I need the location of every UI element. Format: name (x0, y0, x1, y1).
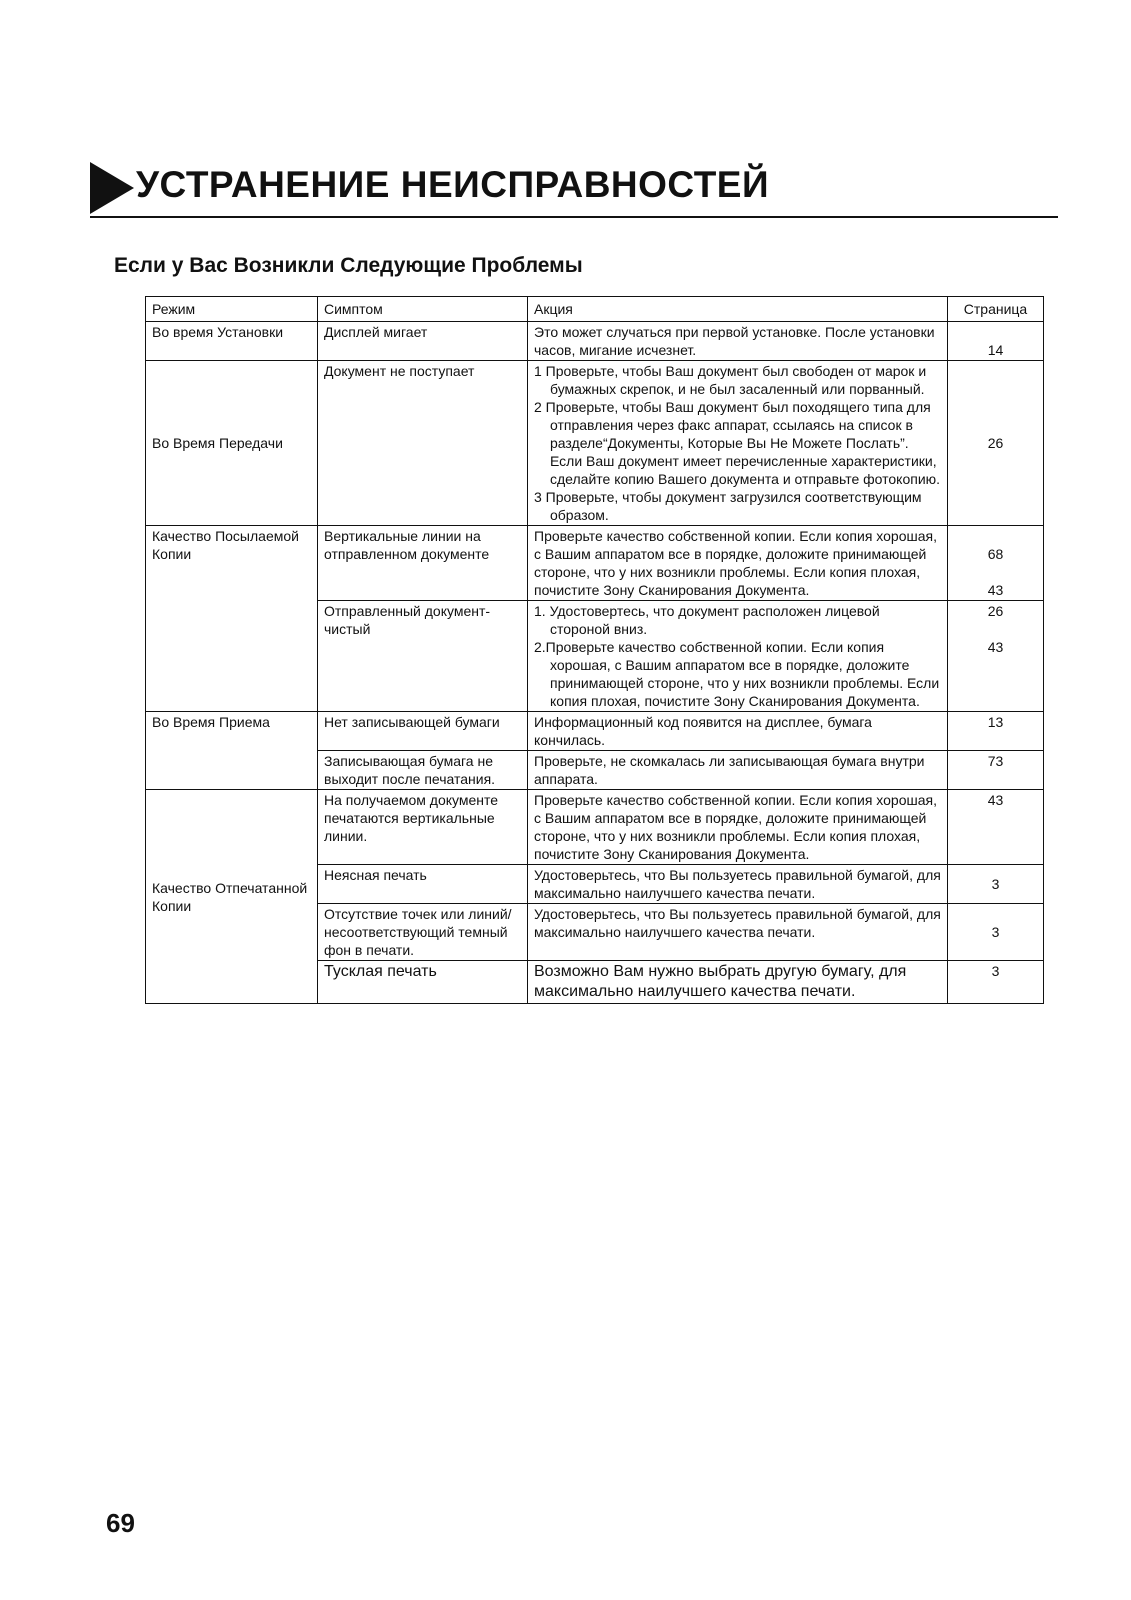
action-cell (528, 601, 948, 712)
section-header (90, 160, 1058, 218)
page-ref: 68 (987, 546, 1004, 562)
symptom-cell: Отправленный документ- чистый (318, 601, 528, 712)
table-header-row (146, 297, 1044, 322)
action-cell: Проверьте качество собственной копии. Если копия хорошая, с Вашим аппаратом все в порядке, доложите принимающей стороне, что у них возникли проблемы. Если копия плохая, почистите Зону Сканирования Документа. (528, 790, 948, 865)
symptom-cell: Отсутствие точек или линий/несоответствующий темный фон в печати. (318, 904, 528, 961)
action-cell: Проверьте качество собственной копии. Если копия хорошая, с Вашим аппаратом все в порядке, доложите принимающей стороне, что у них возникли проблемы. Если копия плохая, почистите Зону Сканирования Документа. (528, 526, 948, 601)
triangle-arrow-icon (90, 162, 134, 214)
action-cell: Проверьте, не скомкалась ли записывающая бумага внутри аппарата. (528, 751, 948, 790)
header-symptom: Симптом (318, 297, 528, 322)
page-cell: 3 (948, 961, 1044, 1004)
action-cell: Возможно Вам нужно выбрать другую бумагу, для максимально наилучшего качества печати. (528, 961, 948, 1004)
symptom-cell: Неясная печать (318, 865, 528, 904)
symptom-cell: Дисплей мигает (318, 322, 528, 361)
page-title: УСТРАНЕНИЕ НЕИСПРАВНОСТЕЙ (136, 164, 770, 205)
action-cell: Удостоверьтесь, что Вы пользуетесь правильной бумагой, для максимально наилучшего качества печати. (528, 865, 948, 904)
action-step: 2 Проверьте, чтобы Ваш документ был походящего типа для отправления через факс аппарат, ссылаясь на список в разделе“Документы, Которые Вы Не Можете Послать”. Если Ваш документ имеет перечисленные характеристики, сделайте копию Вашего документа и отправьте фотокопию. (534, 399, 941, 487)
mode-cell: Во время Установки (146, 322, 318, 361)
action-step: 1. Удостовертесь, что документ расположен лицевой стороной вниз. (534, 603, 880, 637)
action-step: 2.Проверьте качество собственной копии. Если копия хорошая, с Вашим аппаратом все в порядке, доложите принимающей стороне, что у них возникли проблемы. Если копия плохая, почистите Зону Сканирования Документа. (534, 639, 940, 709)
page-cell: 73 (948, 751, 1044, 790)
page-cell: 13 (948, 712, 1044, 751)
page-cell: 43 (948, 790, 1044, 865)
header-action: Акция (528, 297, 948, 322)
mode-cell: Качество Посылаемой Копии (146, 526, 318, 712)
symptom-cell: Документ не поступает (318, 361, 528, 526)
symptom-cell: Нет записывающей бумаги (318, 712, 528, 751)
mode-cell: Во Время Передачи (146, 361, 318, 526)
symptom-cell: На получаемом документе печатаются вертикальные линии. (318, 790, 528, 865)
table-row (146, 361, 1044, 526)
symptom-cell: Записывающая бумага не выходит после печатания. (318, 751, 528, 790)
mode-cell: Качество Отпечатанной Копии (146, 790, 318, 1004)
page-ref: 43 (987, 639, 1004, 655)
action-cell: Информационный код появится на дисплее, бумага кончилась. (528, 712, 948, 751)
page-cell: 26 (948, 361, 1044, 526)
table-row (146, 790, 1044, 865)
troubleshooting-table (145, 296, 1044, 1004)
page-cell: 3 (948, 904, 1044, 961)
action-cell (528, 361, 948, 526)
page-cell (948, 601, 1044, 712)
page-ref: 43 (987, 582, 1004, 598)
page-cell: 3 (948, 865, 1044, 904)
action-cell: Удостоверьтесь, что Вы пользуетесь правильной бумагой, для максимально наилучшего качества печати. (528, 904, 948, 961)
section-subtitle: Если у Вас Возникли Следующие Проблемы (114, 254, 583, 277)
action-step: 1 Проверьте, чтобы Ваш документ был свободен от марок и бумажных скрепок, и не был засаленный или порванный. (534, 363, 927, 397)
page-number: 69 (106, 1508, 135, 1538)
action-step: 3 Проверьте, чтобы документ загрузился соответствующим образом. (534, 489, 922, 523)
symptom-cell: Вертикальные линии на отправленном документе (318, 526, 528, 601)
symptom-cell: Тусклая печать (318, 961, 528, 1004)
table-row (146, 712, 1044, 751)
page-cell (948, 526, 1044, 601)
table-row (146, 526, 1044, 601)
action-cell: Это может случаться при первой установке. После установки часов, мигание исчезнет. (528, 322, 948, 361)
header-mode: Режим (146, 297, 318, 322)
mode-cell: Во Время Приема (146, 712, 318, 790)
page-cell: 14 (948, 322, 1044, 361)
table-row (146, 322, 1044, 361)
header-page: Страница (948, 297, 1044, 322)
page-ref: 26 (987, 603, 1004, 619)
